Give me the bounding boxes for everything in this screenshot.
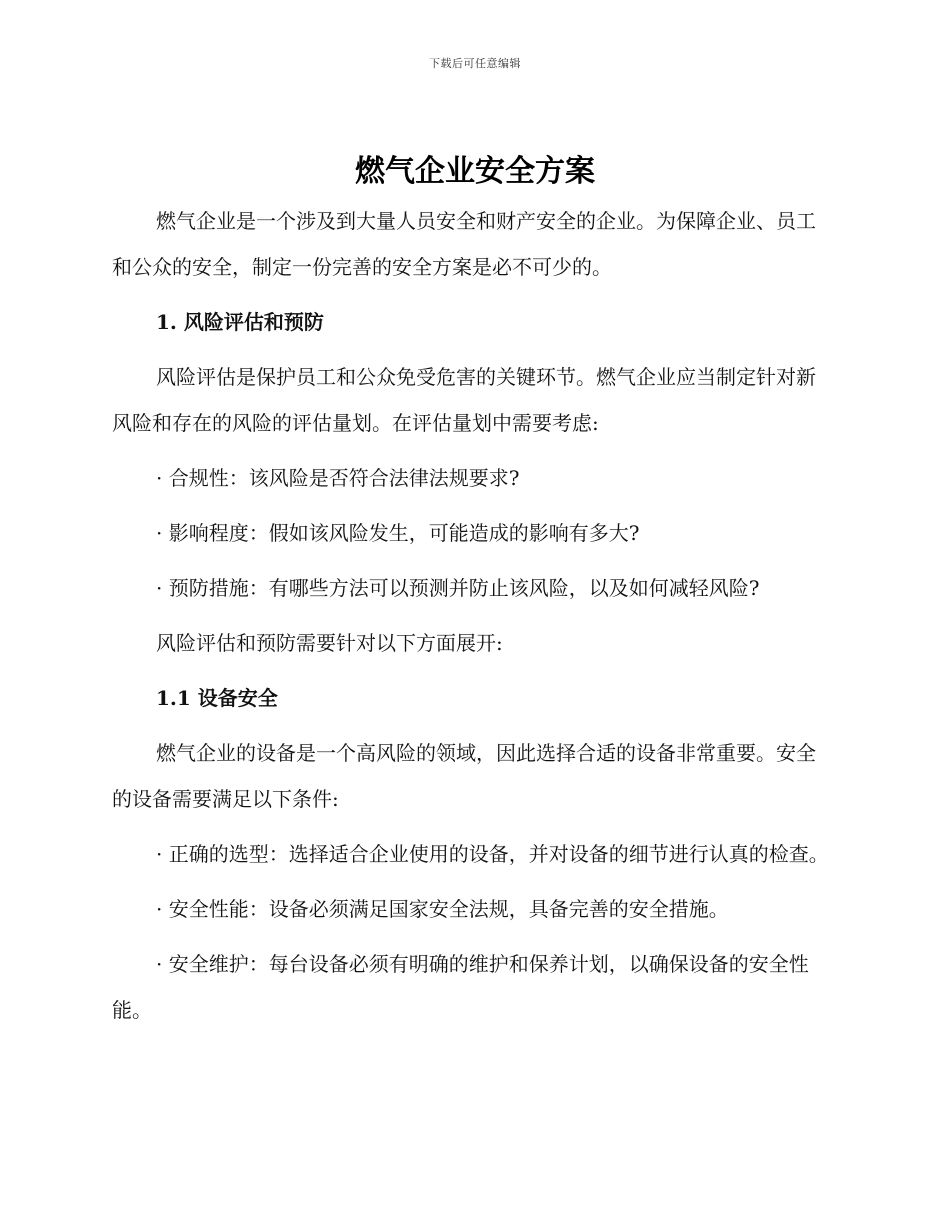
equipment-paragraph: 燃气企业的设备是一个高风险的领域，因此选择合适的设备非常重要。安全的设备需要满足以下条件:: [112, 741, 816, 811]
bullet-maintenance: · 安全维护：每台设备必须有明确的维护和保养计划，以确保设备的安全性能。: [112, 952, 809, 1022]
bullet-selection: · 正确的选型：选择适合企业使用的设备，并对设备的细节进行认真的检查。: [156, 842, 829, 866]
risk-paragraph: 风险评估是保护员工和公众免受危害的关键环节。燃气企业应当制定针对新风险和存在的风险的评估量划。在评估量划中需要考虑:: [112, 365, 816, 435]
document-title: 燃气企业安全方案: [355, 154, 595, 189]
section-heading-risk: 1. 风险评估和预防: [156, 310, 324, 334]
intro-paragraph: 燃气企业是一个涉及到大量人员安全和财产安全的企业。为保障企业、员工和公众的安全，制定一份完善的安全方案是必不可少的。: [112, 209, 816, 279]
document-body: [112, 198, 834, 1042]
risk-aspects-paragraph: 风险评估和预防需要针对以下方面展开:: [156, 631, 503, 655]
bullet-safety-performance: · 安全性能：设备必须满足国家安全法规，具备完善的安全措施。: [156, 897, 729, 921]
bullet-compliance: · 合规性：该风险是否符合法律法规要求?: [156, 466, 520, 490]
header-note: 下载后可任意编辑: [429, 57, 521, 70]
section-heading-equipment: 1.1 设备安全: [156, 686, 278, 710]
bullet-impact: · 影响程度：假如该风险发生，可能造成的影响有多大?: [156, 521, 640, 545]
bullet-prevention: · 预防措施：有哪些方法可以预测并防止该风险，以及如何减轻风险?: [156, 576, 760, 600]
